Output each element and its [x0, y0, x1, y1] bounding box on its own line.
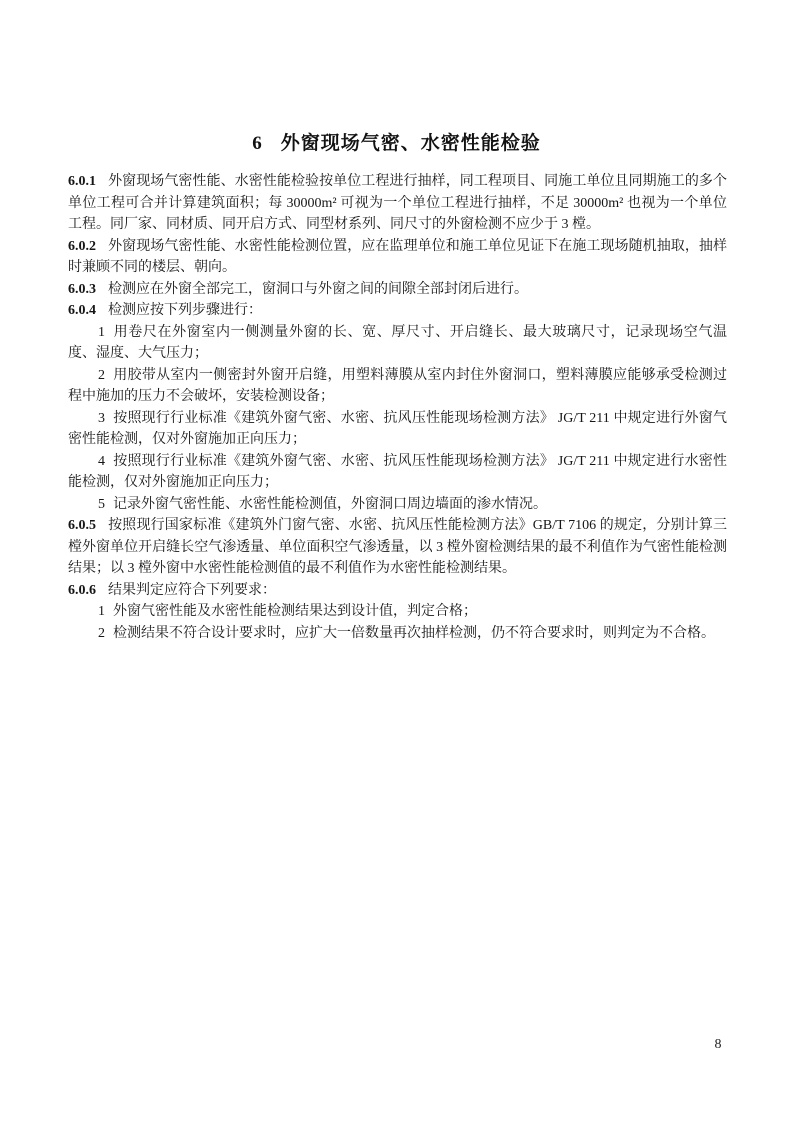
- list-item-2: [68, 365, 727, 408]
- clause-text: 检测应在外窗全部完工，窗洞口与外窗之间的间隙全部封闭后进行。: [108, 281, 528, 297]
- clause-6-0-6: [68, 580, 727, 602]
- clause-number: 6.0.1: [68, 174, 96, 189]
- clause-text: 按照现行国家标准《建筑外门窗气密、水密、抗风压性能检测方法》GB/T 7106 的规定，分别计算三樘外窗单位开启缝长空气渗透量、单位面积空气渗透量，以 3 樘外窗检测结果的最不利值作为气密性能检测结果；以 3 樘外窗中水密性能检测值的最不利值作为水密性能检测结果。: [68, 518, 727, 576]
- clause-number: 6.0.4: [68, 303, 96, 318]
- clause-number: 6.0.6: [68, 582, 96, 598]
- item-number: 2: [98, 367, 105, 383]
- item-text: 用卷尺在外窗室内一侧测量外窗的长、宽、厚尺寸、开启缝长、最大玻璃尺寸，记录现场空气温度、湿度、大气压力；: [68, 324, 727, 361]
- list-item-1: [68, 322, 727, 365]
- item-number: 5: [98, 496, 105, 512]
- clause-text: 外窗现场气密性能、水密性能检测位置，应在监理单位和施工单位见证下在施工现场随机抽取，抽样时兼顾不同的楼层、朝向。: [68, 238, 727, 275]
- item-text: 用胶带从室内一侧密封外窗开启缝，用塑料薄膜从室内封住外窗洞口，塑料薄膜应能够承受检测过程中施加的压力不会破坏，安装检测设备；: [68, 367, 727, 404]
- item-text: 按照现行行业标准《建筑外窗气密、水密、抗风压性能现场检测方法》 JG/T 211 中规定进行外窗气密性能检测，仅对外窗施加正向压力；: [68, 410, 727, 447]
- list-item-1: [68, 601, 727, 623]
- item-number: 3: [98, 410, 105, 426]
- clause-6-0-2: [68, 236, 727, 279]
- clause-6-0-3: [68, 279, 727, 301]
- item-text: 检测结果不符合设计要求时，应扩大一倍数量再次抽样检测，仍不符合要求时，则判定为不合格。: [113, 625, 715, 641]
- item-text: 按照现行行业标准《建筑外窗气密、水密、抗风压性能现场检测方法》 JG/T 211 中规定进行水密性能检测，仅对外窗施加正向压力；: [68, 453, 727, 490]
- item-number: 4: [98, 453, 105, 469]
- clause-number: 6.0.2: [68, 238, 96, 254]
- clause-number: 6.0.5: [68, 518, 96, 533]
- list-item-5: [68, 494, 727, 516]
- clause-text: 外窗现场气密性能、水密性能检验按单位工程进行抽样，同工程项目、同施工单位且同期施工的多个单位工程可合并计算建筑面积；每 30000m² 可视为一个单位工程进行抽样，不足 30000m² 也视为一个单位工程。同厂家、同材质、同开启方式、同型材系列、同尺寸的外窗检测不应少于 3 樘。: [68, 174, 727, 232]
- clause-6-0-5: [68, 515, 727, 580]
- page-number: 8: [714, 1037, 722, 1052]
- chapter-title-text: 外窗现场气密、水密性能检验: [280, 133, 541, 154]
- list-item-2: [68, 623, 727, 645]
- item-number: 1: [98, 324, 105, 340]
- item-text: 记录外窗气密性能、水密性能检测值，外窗洞口周边墙面的渗水情况。: [113, 496, 547, 512]
- item-text: 外窗气密性能及水密性能检测结果达到设计值，判定合格；: [113, 604, 477, 619]
- list-item-4: [68, 451, 727, 494]
- clause-6-0-4: [68, 300, 727, 322]
- list-item-3: [68, 408, 727, 451]
- item-number: 1: [98, 604, 105, 619]
- chapter-title: [0, 128, 793, 155]
- item-number: 2: [98, 625, 105, 641]
- clause-text: 检测应按下列步骤进行：: [108, 303, 262, 318]
- chapter-number: 6: [252, 133, 263, 154]
- clause-text: 结果判定应符合下列要求：: [108, 582, 276, 598]
- clause-number: 6.0.3: [68, 281, 96, 297]
- clause-6-0-1: [68, 171, 727, 236]
- document-body: [68, 171, 727, 644]
